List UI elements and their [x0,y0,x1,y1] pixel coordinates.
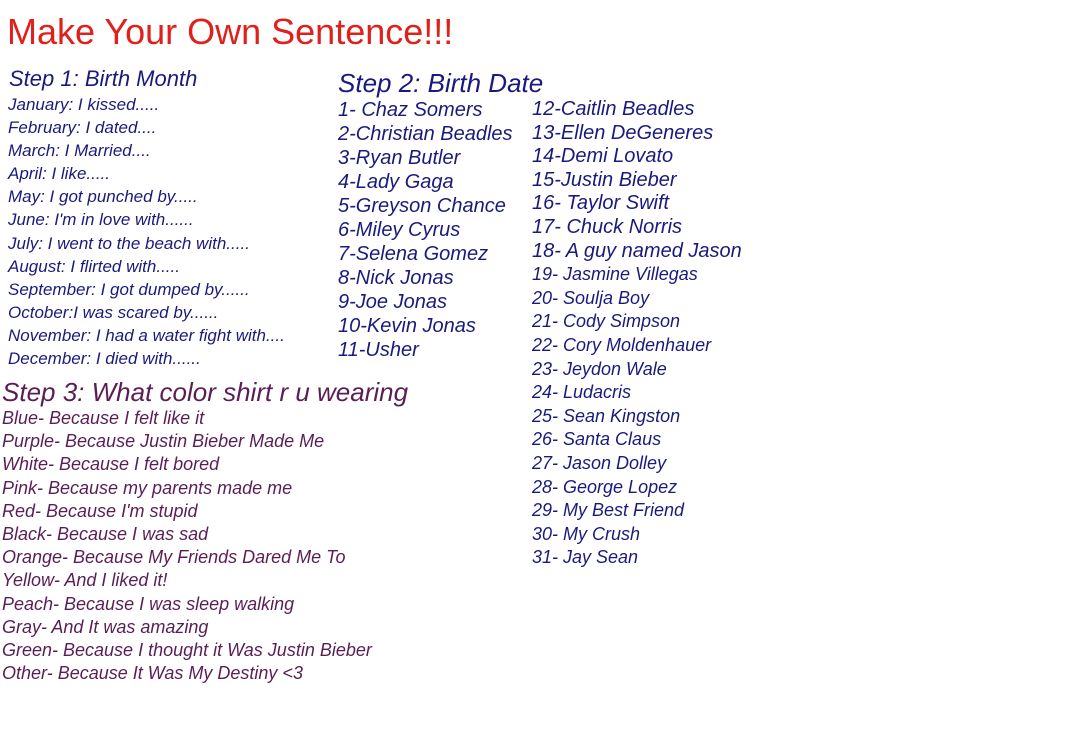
list-item: September: I got dumped by...... [8,279,250,299]
list-item: 2-Christian Beadles [338,123,513,145]
list-item: 25- Sean Kingston [532,405,681,426]
list-item: White- Because I felt bored [2,454,220,475]
list-item: 14-Demi Lovato [532,145,674,168]
list-item: June: I'm in love with...... [8,210,194,230]
page-title: Make Your Own Sentence!!! [7,11,454,52]
list-item: Green- Because I thought it Was Justin Bieber [2,640,372,661]
list-item: 15-Justin Bieber [532,168,677,191]
list-item: December: I died with...... [8,349,201,369]
birth-date-list-2 [532,98,742,570]
list-item: April: I like..... [8,164,111,184]
list-item: 7-Selena Gomez [338,243,489,265]
list-item: 10-Kevin Jonas [338,315,476,337]
list-item: Blue- Because I felt like it [2,408,205,428]
list-item: 22- Cory Moldenhauer [532,334,712,355]
list-item: 29- My Best Friend [532,500,685,521]
list-item: May: I got punched by..... [8,187,198,207]
list-item: 11-Usher [338,339,419,361]
list-item: Peach- Because I was sleep walking [2,593,295,614]
list-item: 16- Taylor Swift [532,192,670,215]
list-item: Purple- Because Justin Bieber Made Me [2,431,325,452]
list-item: January: I kissed..... [8,95,160,114]
list-item: Black- Because I was sad [2,524,209,545]
shirt-color-list [2,407,372,685]
list-item: 4-Lady Gaga [338,171,454,193]
list-item: Red- Because I'm stupid [2,500,198,521]
list-item: 13-Ellen DeGeneres [532,121,714,144]
list-item: 6-Miley Cyrus [338,219,461,241]
list-item: 20- Soulja Boy [532,287,650,308]
list-item: July: I went to the beach with..... [8,233,250,253]
list-item: Gray- And It was amazing [2,616,209,637]
birth-date-list-1 [338,98,513,362]
list-item: 30- My Crush [532,523,641,544]
list-item: Orange- Because My Friends Dared Me To [2,547,346,568]
list-item: 23- Jeydon Wale [532,358,667,379]
list-item: 19- Jasmine Villegas [532,264,698,285]
list-item: August: I flirted with..... [8,256,180,276]
list-item: 24- Ludacris [532,382,632,403]
list-item: Yellow- And I liked it! [2,570,168,591]
list-item: November: I had a water fight with.... [8,325,285,345]
list-item: 1- Chaz Somers [338,99,483,121]
list-item: 18- A guy named Jason [532,239,742,262]
birth-month-list [8,93,285,370]
step2-heading: Step 2: Birth Date [338,68,544,98]
list-item: 31- Jay Sean [532,547,639,568]
list-item: 28- George Lopez [532,476,678,497]
list-item: Other- Because It Was My Destiny <3 [2,663,303,684]
list-item: Pink- Because my parents made me [2,477,293,498]
list-item: 12-Caitlin Beadles [532,98,695,120]
list-item: 17- Chuck Norris [532,215,683,238]
step1-heading: Step 1: Birth Month [9,66,198,91]
list-item: February: I dated.... [8,118,157,138]
list-item: 8-Nick Jonas [338,267,454,289]
step3-heading: Step 3: What color shirt r u wearing [2,377,409,407]
list-item: 3-Ryan Butler [338,147,461,169]
list-item: March: I Married.... [8,141,151,161]
list-item: 5-Greyson Chance [338,195,506,217]
list-item: 21- Cody Simpson [532,311,681,332]
list-item: 9-Joe Jonas [338,291,447,313]
list-item: 26- Santa Claus [532,429,662,450]
list-item: October:I was scared by...... [8,302,219,322]
list-item: 27- Jason Dolley [532,452,667,473]
